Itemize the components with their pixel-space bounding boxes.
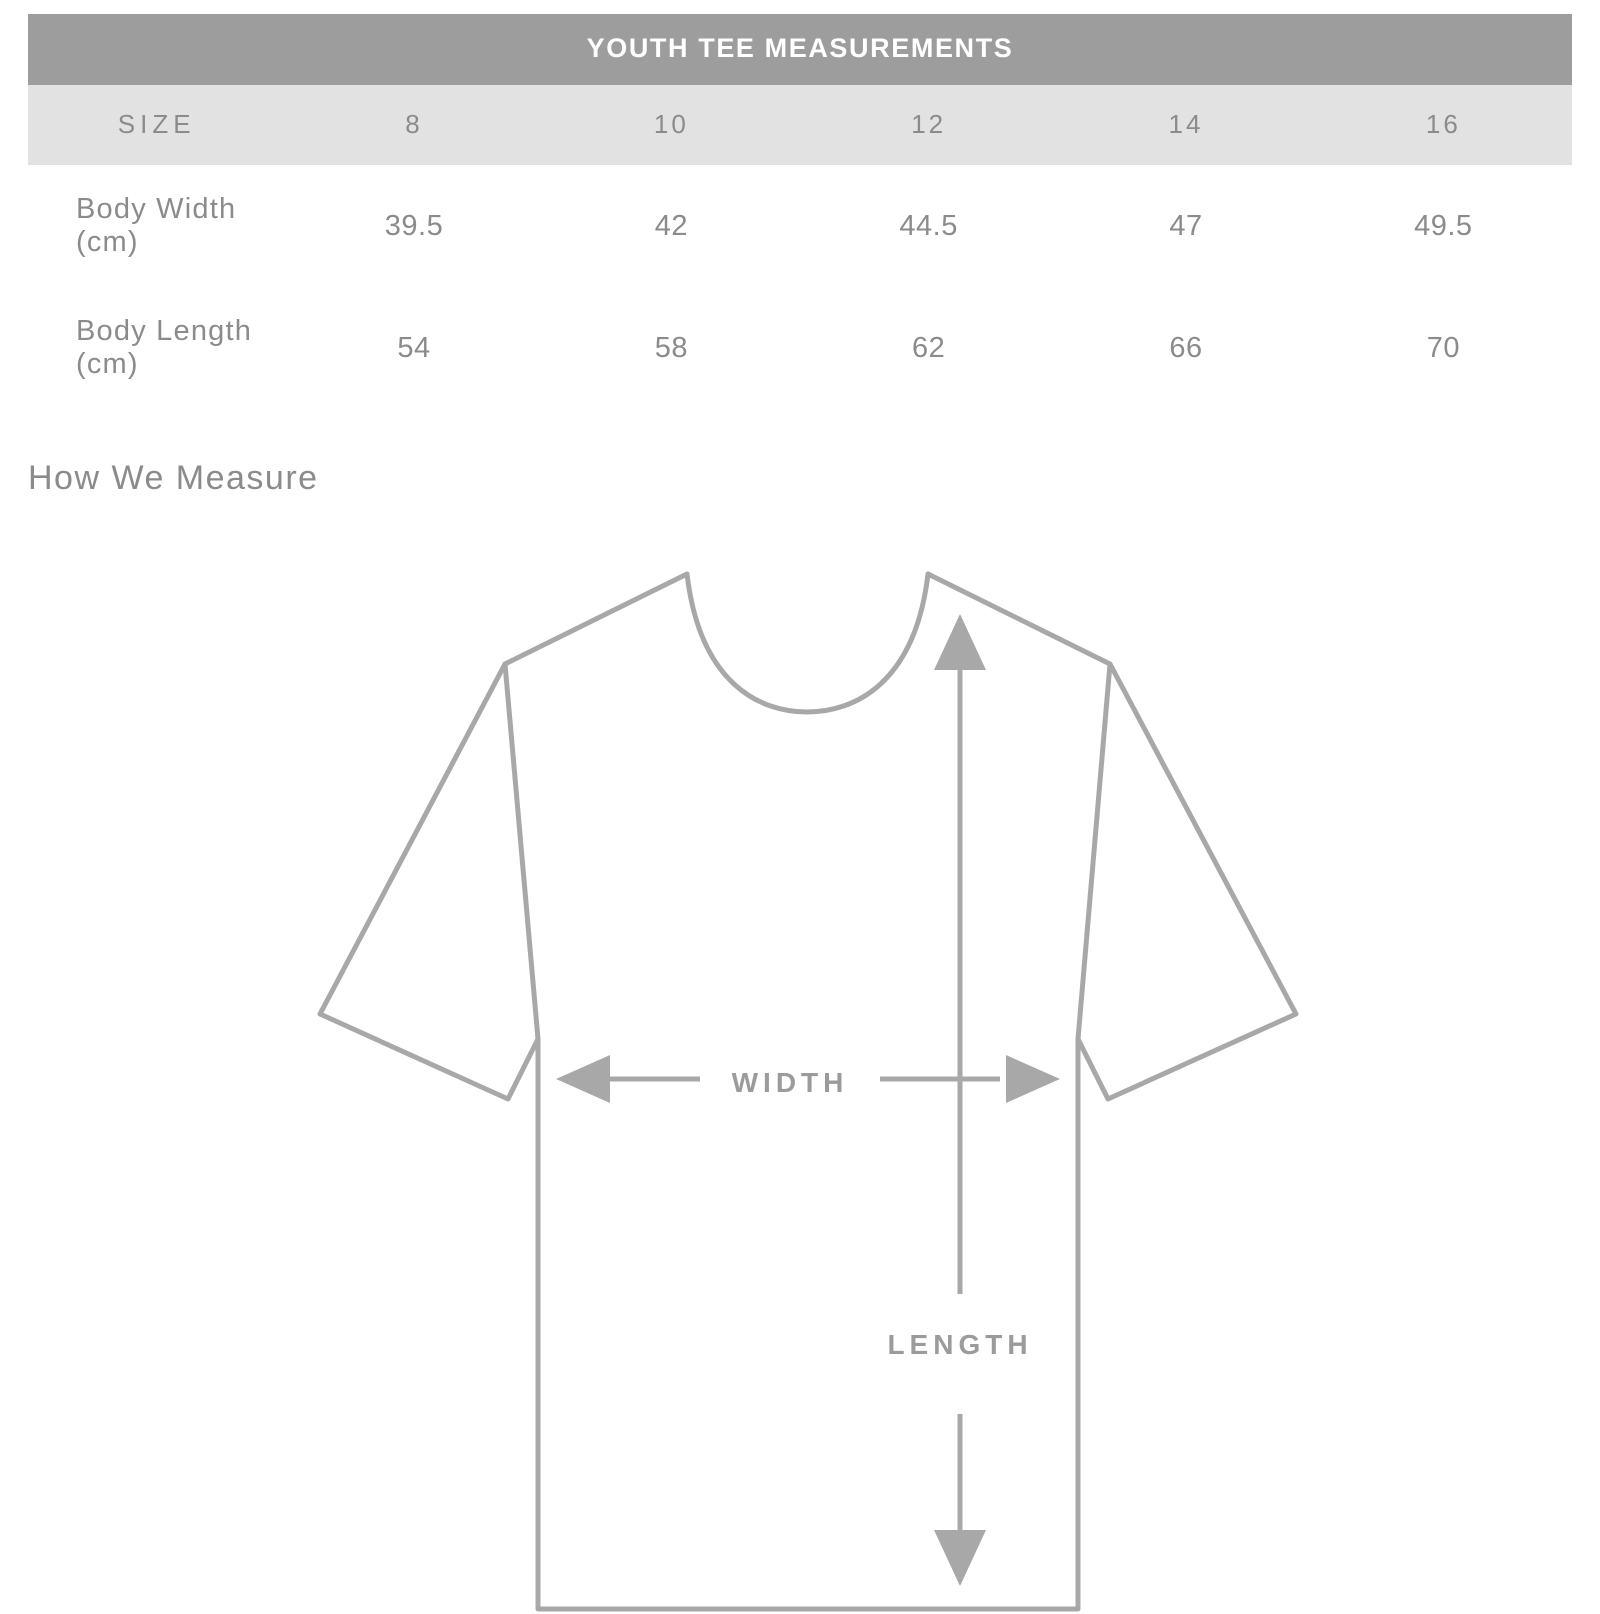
table-title-row	[28, 14, 1572, 85]
row-label-body-length: Body Length (cm)	[28, 287, 285, 409]
cell-body-width-8: 39.5	[285, 165, 542, 287]
cell-body-width-10: 42	[543, 165, 800, 287]
length-arrow	[934, 614, 986, 1586]
row-label-body-width: Body Width (cm)	[28, 165, 285, 287]
header-size-10: 10	[543, 85, 800, 165]
cell-body-length-8: 54	[285, 287, 542, 409]
width-label: WIDTH	[731, 1067, 849, 1098]
table-title: YOUTH TEE MEASUREMENTS	[28, 14, 1572, 85]
cell-body-length-16: 70	[1315, 287, 1572, 409]
table-row	[28, 165, 1572, 287]
table-header-row	[28, 85, 1572, 165]
cell-body-width-16: 49.5	[1315, 165, 1572, 287]
cell-body-length-14: 66	[1057, 287, 1314, 409]
measurements-table	[28, 14, 1572, 409]
size-guide-page	[0, 14, 1600, 1614]
length-label: LENGTH	[887, 1329, 1033, 1360]
cell-body-width-14: 47	[1057, 165, 1314, 287]
cell-body-length-12: 62	[800, 287, 1057, 409]
cell-body-length-10: 58	[543, 287, 800, 409]
measurement-diagram	[0, 534, 1600, 1614]
header-size-14: 14	[1057, 85, 1314, 165]
cell-body-width-12: 44.5	[800, 165, 1057, 287]
header-size-8: 8	[285, 85, 542, 165]
table-row	[28, 287, 1572, 409]
header-size-12: 12	[800, 85, 1057, 165]
header-size-16: 16	[1315, 85, 1572, 165]
header-size-label: SIZE	[28, 85, 285, 165]
section-heading-how-we-measure: How We Measure	[28, 459, 319, 497]
